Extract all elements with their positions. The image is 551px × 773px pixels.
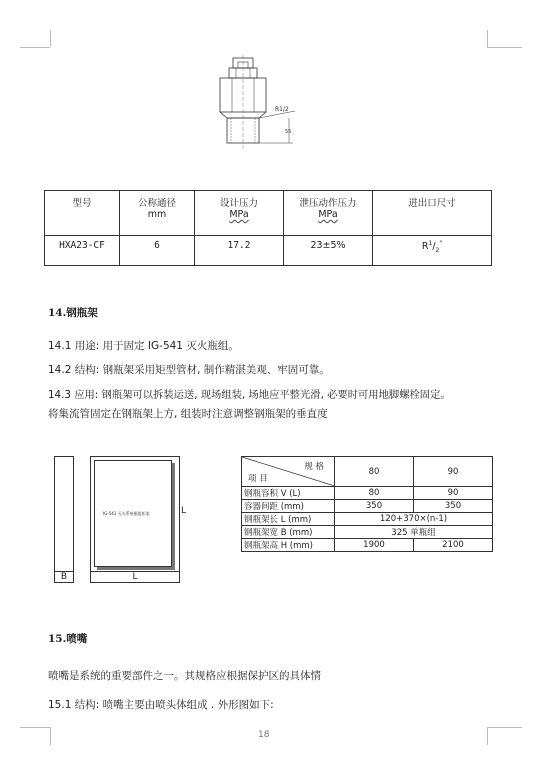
section-15-title: 15.喷嘴: [48, 633, 88, 645]
crop-mark-tr: [487, 47, 522, 49]
rack-cell-merged: 120+370×(n-1): [335, 513, 493, 526]
section-14-2: 14.2 结构: 钢瓶架采用矩型管材, 制作精湛美观、牢固可靠。: [48, 364, 330, 376]
rack-side-view: [54, 456, 74, 583]
valve-length-dim: 55: [285, 129, 292, 135]
rack-row-label: 容器间距 (mm): [242, 500, 335, 513]
rack-cell: 350: [414, 500, 493, 513]
rack-cell: 90: [414, 487, 493, 500]
section-14-3: 14.3 应用: 钢瓶架可以拆装运送, 现场组装, 场地应平整光滑, 必要时可用地脚螺栓固定。: [48, 389, 451, 401]
rack-cell: 350: [335, 500, 414, 513]
section-15-1: 15.1 结构: 喷嘴主要由喷头体组成 . 外形图如下:: [48, 699, 274, 711]
rack-length-label: L: [91, 571, 179, 582]
header-model: 型号: [45, 191, 120, 236]
rack-cell: 1900: [335, 539, 414, 552]
rack-table: [241, 456, 493, 552]
header-port-size: 进出口尺寸: [373, 191, 492, 236]
rack-cell: 2100: [414, 539, 493, 552]
spec-table: [44, 190, 492, 266]
header-design-pressure: 设计压力 MPa: [195, 191, 284, 236]
rack-row-label: 钢瓶容积 V (L): [242, 487, 335, 500]
rack-cell: 80: [335, 487, 414, 500]
rack-width-label: B: [55, 571, 73, 582]
section-15-intro: 喷嘴是系统的重要部件之一。其规格应根据保护区的具体情: [48, 670, 321, 682]
rack-height-label: L: [181, 506, 187, 516]
header-relief-pressure: 泄压动作压力 MPa: [284, 191, 373, 236]
rack-cell-merged: 325 单瓶组: [335, 526, 493, 539]
cell-port-size: $R^1/_2^"$: [373, 236, 492, 266]
cell-bore: 6: [120, 236, 195, 266]
crop-mark-tr-v: [487, 30, 489, 47]
rack-front-view: [90, 456, 180, 583]
crop-mark-tl-v: [50, 30, 52, 47]
rack-inner-label: IG-541 灭火系统瓶组柜架: [103, 511, 150, 516]
crop-mark-bl: [20, 727, 50, 729]
section-14-3-cont: 将集流管固定在钢瓶架上方, 组装时注意调整钢瓶架的垂直度: [48, 408, 328, 420]
rack-col-90: 90: [414, 457, 493, 487]
rack-row-label: 钢瓶架宽 B (mm): [242, 526, 335, 539]
rack-table-corner: 规 格 项 目: [242, 457, 335, 487]
cell-model: HXA23-CF: [45, 236, 120, 266]
crop-mark-bl-v: [50, 727, 52, 745]
relief-valve-drawing: [205, 55, 305, 150]
page-number: 18: [258, 730, 270, 740]
crop-mark-br-v: [487, 727, 489, 745]
cell-relief-pressure: 23±5%: [284, 236, 373, 266]
valve-thread-dim: R1/2: [275, 106, 289, 113]
cell-design-pressure: 17.2: [195, 236, 284, 266]
section-14-1: 14.1 用途: 用于固定 IG-541 灭火瓶组。: [48, 340, 239, 352]
section-14-title: 14.钢瓶架: [48, 307, 98, 319]
crop-mark-br: [487, 727, 522, 729]
crop-mark-tl: [20, 47, 50, 49]
rack-col-80: 80: [335, 457, 414, 487]
header-bore: 公称通径 mm: [120, 191, 195, 236]
rack-row-label: 钢瓶架高 H (mm): [242, 539, 335, 552]
rack-row-label: 钢瓶架长 L (mm): [242, 513, 335, 526]
